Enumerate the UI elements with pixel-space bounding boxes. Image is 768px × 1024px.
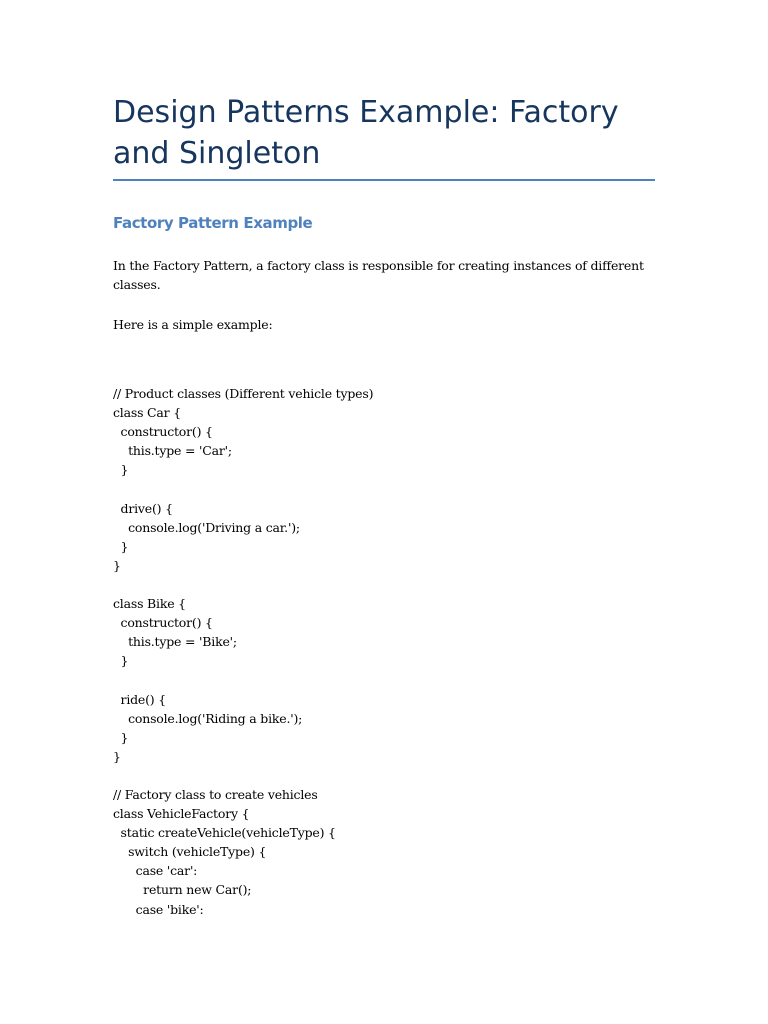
section-heading: Factory Pattern Example bbox=[113, 214, 313, 232]
code-block bbox=[113, 384, 656, 924]
code-line: class VehicleFactory { bbox=[113, 806, 250, 822]
code-line: } bbox=[113, 538, 129, 554]
code-line: case 'bike': bbox=[113, 901, 204, 917]
intro-paragraph: In the Factory Pattern, a factory class is responsible for creating instances of different classes. bbox=[113, 258, 644, 292]
code-line: } bbox=[113, 557, 121, 573]
code-line: constructor() { bbox=[113, 424, 213, 440]
code-line: } bbox=[113, 748, 121, 764]
document-title: Design Patterns Example: Factory and Singleton bbox=[113, 95, 619, 171]
code-line: case 'car': bbox=[113, 863, 198, 879]
code-line: class Bike { bbox=[113, 596, 186, 612]
code-line: console.log('Riding a bike.'); bbox=[113, 710, 303, 726]
code-line: constructor() { bbox=[113, 615, 213, 631]
code-line: console.log('Driving a car.'); bbox=[113, 519, 300, 535]
document-page bbox=[113, 0, 656, 1024]
lead-paragraph: Here is a simple example: bbox=[113, 317, 273, 332]
code-line: this.type = 'Bike'; bbox=[113, 634, 237, 650]
code-line: } bbox=[113, 729, 129, 745]
code-line: // Product classes (Different vehicle types) bbox=[113, 386, 374, 401]
code-line bbox=[113, 575, 656, 594]
code-line: ride() { bbox=[113, 691, 166, 707]
code-line bbox=[113, 479, 656, 498]
code-line: return new Car(); bbox=[113, 882, 252, 898]
code-line: static createVehicle(vehicleType) { bbox=[113, 825, 336, 841]
title-underline-rule bbox=[113, 179, 655, 181]
code-line bbox=[113, 766, 656, 785]
code-line: // Factory class to create vehicles bbox=[113, 786, 318, 802]
code-line: drive() { bbox=[113, 500, 173, 516]
code-line: class Car { bbox=[113, 405, 181, 421]
code-line: this.type = 'Car'; bbox=[113, 443, 232, 459]
code-line bbox=[113, 670, 656, 689]
code-line: switch (vehicleType) { bbox=[113, 844, 267, 860]
code-line: } bbox=[113, 653, 129, 669]
code-line: } bbox=[113, 462, 129, 478]
